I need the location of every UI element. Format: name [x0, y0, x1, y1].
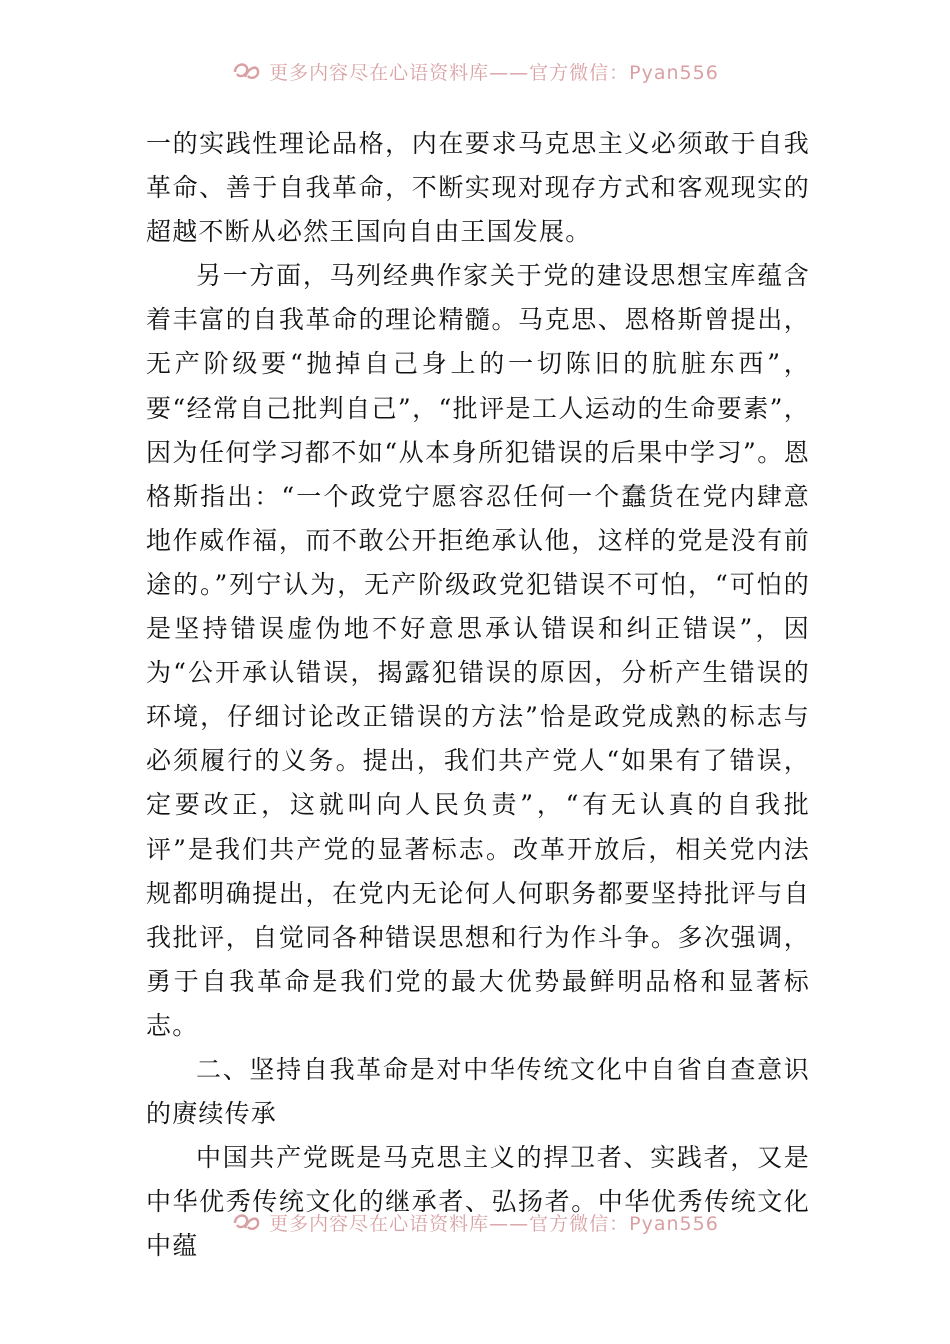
brand-logo-icon — [231, 59, 261, 83]
paragraph: 另一方面，马列经典作家关于党的建设思想宝库蕴含着丰富的自我革命的理论精髓。马克思、恩格斯曾提出，无产阶级要“抛掉自己身上的一切陈旧的肮脏东西”，要“经常自己批判自己”，“批评是工人运动的生命要素”，因为任何学习都不如“从本身所犯错误的后果中学习”。恩格斯指出：“一个政党宁愿容忍任何一个蠢货在党内肆意地作威作福，而不敢公开拒绝承认他，这样的党是没有前途的。”列宁认为，无产阶级政党犯错误不可怕，“可怕的是坚持错误虚伪地不好意思承认错误和纠正错误”，因为“公开承认错误，揭露犯错误的原因，分析产生错误的环境，仔细讨论改正错误的方法”恰是政党成熟的标志与必须履行的义务。提出，我们共产党人“如果有了错误，定要改正，这就叫向人民负责”，“有无认真的自我批评”是我们共产党的显著标志。改革开放后，相关党内法规都明确提出，在党内无论何人何职务都要坚持批评与自我批评，自觉同各种错误思想和行为作斗争。多次强调，勇于自我革命是我们党的最大优势最鲜明品格和显著标志。 — [146, 261, 810, 1040]
header-watermark — [0, 54, 950, 88]
paragraph: 中国共产党既是马克思主义的捍卫者、实践者，又是中华优秀传统文化的继承者、弘扬者。中华优秀传统文化中蕴 — [146, 1143, 810, 1261]
paragraph-continued: 一的实践性理论品格，内在要求马克思主义必须敢于自我革命、善于自我革命，不断实现对现存方式和客观现实的超越不断从必然王国向自由王国发展。 — [146, 129, 810, 247]
section-heading: 二、坚持自我革命是对中华传统文化中自省自查意识的赓续传承 — [146, 1054, 810, 1129]
document-body — [146, 122, 810, 1268]
footer-watermark-text: 更多内容尽在心语资料库——官方微信：Pyan556 — [269, 1212, 719, 1235]
brand-logo-icon — [231, 1210, 261, 1234]
footer-watermark — [0, 1205, 950, 1239]
header-watermark-text: 更多内容尽在心语资料库——官方微信：Pyan556 — [269, 61, 719, 84]
